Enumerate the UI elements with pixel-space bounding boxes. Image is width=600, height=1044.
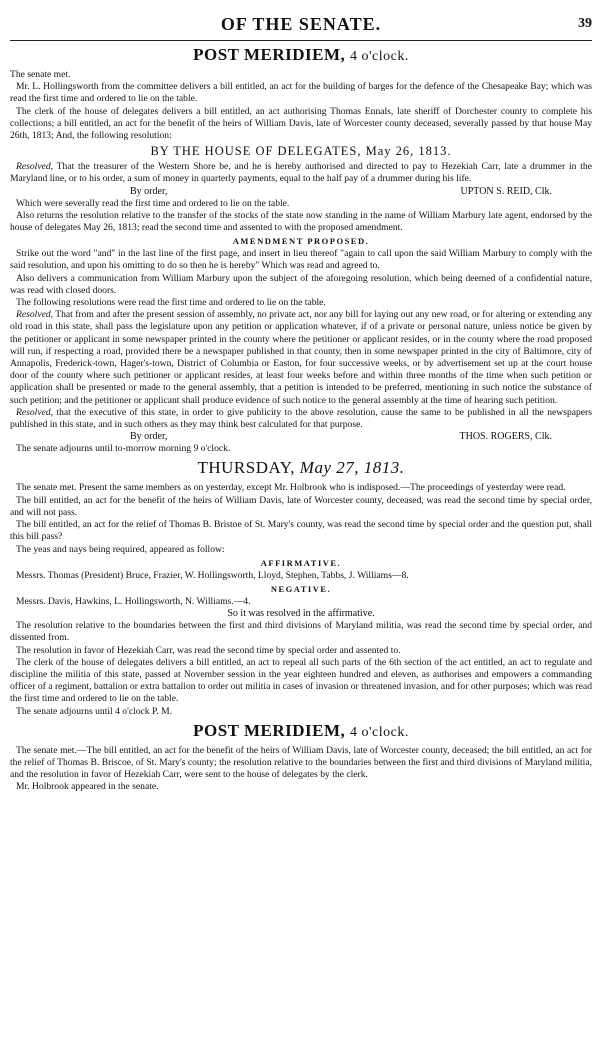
paragraph: The senate met. Present the same members as on yesterday, except Mr. Holbrook who is indisposed.—The proceedings of yesterday were read.	[16, 482, 566, 494]
paragraph: The resolution relative to the boundaries between the first and third divisions of Maryland militia, was read the second time by special order, and dissented from.	[10, 620, 592, 644]
paragraph: Messrs. Davis, Hawkins, L. Hollingsworth, N. Williams.—4.	[16, 595, 251, 607]
resolution-paragraph: Resolved, That the treasurer of the Western Shore be, and he is hereby authorised and directed to pay to Hezekiah Carr, late a drummer in the Maryland line, or to his order, a sum of money in quarterly payments, equal to the half pay of a drummer during his life.	[10, 161, 592, 185]
paragraph: The yeas and nays being required, appeared as follow:	[16, 543, 225, 555]
page-header	[10, 14, 592, 40]
section-heading-post-meridiem-2: POST MERIDIEM, 4 o'clock.	[193, 720, 409, 740]
paragraph: The bill entitled, an act for the relief of Thomas B. Bristoe of St. Mary's county, was read the second time by special order and the question put, shall this bill pass?	[10, 519, 592, 543]
signature-line: By order, THOS. ROGERS, Clk.	[130, 431, 552, 443]
paragraph: Which were severally read the first time and ordered to lie on the table.	[16, 197, 290, 209]
paragraph: The resolution in favor of Hezekiah Carr, was read the second time by special order and assented to.	[16, 644, 401, 656]
running-head: OF THE SENATE.	[220, 14, 382, 34]
section-heading-post-meridiem: POST MERIDIEM, 4 o'clock.	[193, 45, 409, 64]
paragraph: The senate adjourns until to-morrow morning 9 o'clock.	[16, 443, 231, 455]
paragraph: Messrs. Thomas (President) Bruce, Frazier, W. Hollingsworth, Lloyd, Stephen, Tabbs, J. Williams—8.	[16, 569, 409, 581]
paragraph: Also delivers a communication from William Marbury upon the subject of the aforegoing resolution, which being deemed of a confidential nature, was read with closed doors.	[10, 272, 592, 296]
paragraph: Also returns the resolution relative to the transfer of the stocks of the state now standing in the name of William Marbury late agent, endorsed by the house of delegates May 26, 1813; read the second time and assented to with the proposed amendment.	[10, 209, 592, 234]
paragraph: The clerk of the house of delegates delivers a bill entitled, an act to repeal all such parts of the 6th section of the act entitled, an act to regulate and discipline the militia of this state, passed at November session in the year eighteen hundred and eleven, as authorises and empowers a commanding officer of a regiment, battalion or extra battalion to order out militia in cases of invasion or threatened invasion, and for other purposes; which was read the first time and ordered to lie on the table.	[10, 656, 592, 705]
subheading-house-of-delegates: BY THE HOUSE OF DELEGATES, May 26, 1813.	[150, 144, 452, 159]
negative-heading: NEGATIVE.	[270, 583, 332, 594]
paragraph: Mr. L. Hollingsworth from the committee delivers a bill entitled, an act for the building of barges for the defence of the Chesapeake Bay; which was read the first time and ordered to lie on the table.	[10, 81, 592, 105]
section-heading-thursday: THURSDAY, May 27, 1813.	[197, 458, 405, 478]
paragraph: The following resolutions were read the first time and ordered to lie on the table.	[16, 297, 326, 309]
signature-line: By order, UPTON S. REID, Clk.	[130, 185, 552, 197]
paragraph: Strike out the word "and" in the last line of the first page, and insert in lieu thereof "again to call upon the said William Marbury to comply with the said resolution, and upon his omitting to do so then he is hereby" Which was read and agreed to.	[10, 248, 592, 272]
paragraph: The bill entitled, an act for the benefit of the heirs of William Davis, late of Worcester county, deceased, was read the second time by special order, and will not pass.	[10, 494, 592, 518]
paragraph: The senate met.	[10, 69, 71, 80]
resolution-paragraph: Resolved, That from and after the present session of assembly, no private act, nor any bill for laying out any new road, or for altering or extending any old road in this state, shall pass the legislature upon any petition or application whatever, if of a private or personal nature, unless notice be given by the petitioner or applicant in some newspaper printed in the county where the petitioner or applicant resides, or in the county where the road proposed will run, if respecting a road, provided there be a newspaper published in that county, then in some newspaper printed in the city of Baltimore, city of Annapolis, Frederick-town, Hager's-town, District of Columbia or Easton, for four successive weeks, or by advertisement set up at the court house door of the county where such petitioner or applicant resides, at least four weeks before and within three months of the time when such petition or application shall be presented or made to the general assembly, that a petition is intended to be preferred, mentioning in such notice the substance of such petition; and the petitioner or applicant shall produce evidence of such notice to the general assembly at the time of hearing such petition.	[10, 309, 592, 406]
paragraph: Mr. Holbrook appeared in the senate.	[16, 781, 159, 793]
paragraph: The senate adjourns until 4 o'clock P. M.	[16, 705, 173, 717]
resolution-paragraph: Resolved, that the executive of this state, in order to give publicity to the above resolution, cause the same to be published in all the newspapers published in this state, and in such others as they may think best calculated for that purpose.	[10, 406, 592, 431]
vote-result: So it was resolved in the affirmative.	[227, 608, 375, 620]
paragraph: The clerk of the house of delegates delivers a bill entitled, an act authorising Thomas Ennals, late sheriff of Dorchester county to complete his collections; a bill entitled, an act for the benefit of the heirs of William Davis, late of Worcester county deceased, severally passed by that house May 26th, 1813; And, the following resolution:	[10, 105, 592, 142]
paragraph: The senate met.—The bill entitled, an act for the benefit of the heirs of William Davis, late of Worcester county, deceased; the bill entitled, an act for the relief of Thomas B. Briscoe, of St. Mary's county; the resolution relative to the boundaries between the first and third divisions of Maryland militia, and the resolution in favor of Hezekiah Carr, were sent to the house of delegates by the clerk.	[10, 744, 592, 781]
header-rule	[10, 40, 592, 41]
affirmative-heading: AFFIRMATIVE.	[260, 557, 342, 568]
amendment-heading: AMENDMENT PROPOSED.	[232, 236, 370, 247]
page-number: 39	[578, 16, 592, 31]
